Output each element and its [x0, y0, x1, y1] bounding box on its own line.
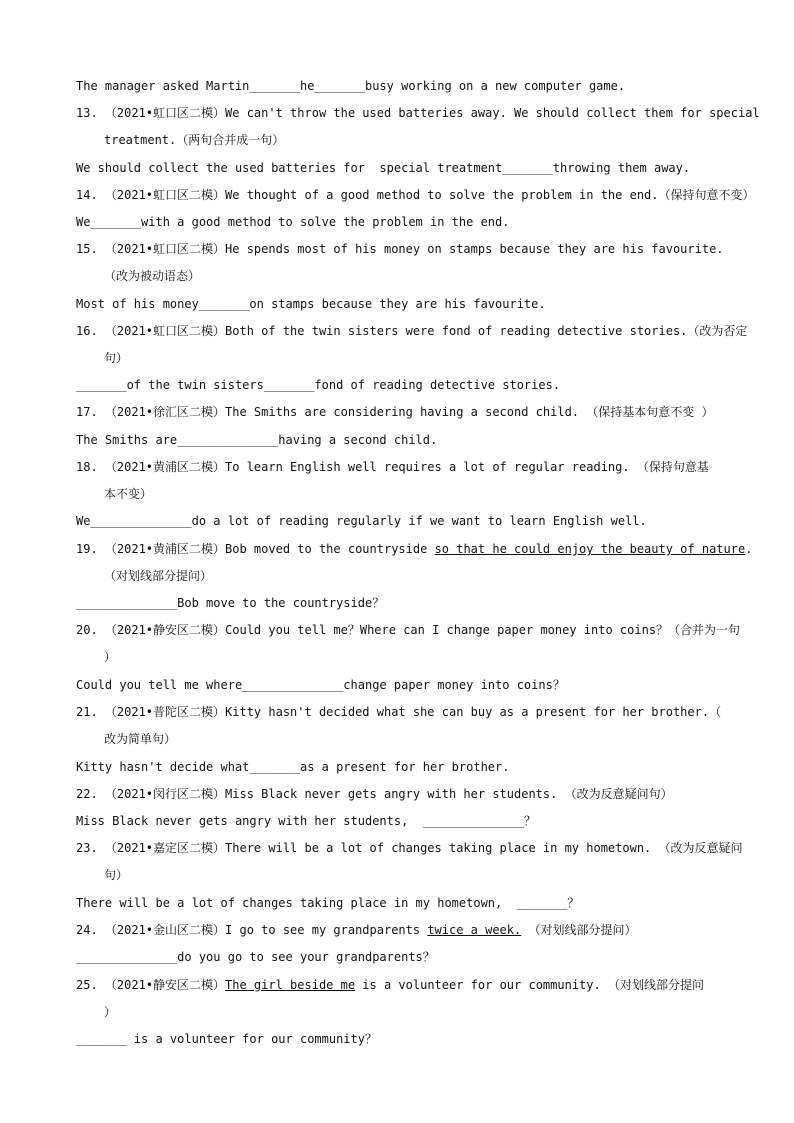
- answer-22: [76, 812, 724, 830]
- text: There will be a lot of changes taking place in my hometown, _______？: [76, 896, 580, 910]
- text: 15. （2021•虹口区二模）He spends most of his money on stamps because they are his favourite.: [76, 242, 724, 256]
- question-19: [76, 540, 753, 558]
- text: 17. （2021•徐汇区二模）The Smiths are considering having a second child. （保持基本句意不变 ）: [76, 405, 714, 419]
- question-13: [76, 104, 760, 122]
- question-17: [76, 403, 724, 421]
- text: Kitty hasn't decide what_______as a present for her brother.: [76, 760, 510, 774]
- question-18-instruction: [104, 485, 724, 503]
- answer-17: [76, 431, 724, 449]
- text: Miss Black never gets angry with her students, ______________？: [76, 814, 536, 828]
- question-21: [76, 703, 724, 721]
- text: is a volunteer for our community. （对划线部分提问: [355, 978, 704, 992]
- question-15: [76, 240, 724, 258]
- text: .: [745, 542, 753, 556]
- answer-19: [76, 594, 724, 612]
- answer-13: [76, 159, 724, 177]
- question-22: [76, 785, 724, 803]
- text: 24. （2021•金山区二模）I go to see my grandparents: [76, 923, 428, 937]
- text: 16. （2021•虹口区二模）Both of the twin sisters were fond of reading detective stories.（改为否定: [76, 324, 748, 338]
- line-answer-prev: [76, 77, 724, 95]
- text: （改为被动语态）: [104, 269, 201, 283]
- answer-25: [76, 1030, 724, 1048]
- text: 23. （2021•嘉定区二模）There will be a lot of changes taking place in my hometown. （改为反意疑问: [76, 841, 743, 855]
- text: 20. （2021•静安区二模）Could you tell me？Where can I change paper money into coins？（合并为一句: [76, 623, 741, 637]
- text: 14. （2021•虹口区二模）We thought of a good method to solve the problem in the end.（保持句意不变）: [76, 188, 755, 202]
- question-20-instruction: [104, 648, 724, 666]
- text: ______________do you go to see your grandparents？: [76, 950, 435, 964]
- answer-16: [76, 376, 724, 394]
- text: The Smiths are______________having a second child.: [76, 433, 438, 447]
- text: 句）: [104, 868, 129, 882]
- question-20: [76, 621, 741, 639]
- text: We should collect the used batteries for special treatment_______throwing them away.: [76, 161, 691, 175]
- underlined-phrase: The girl beside me: [225, 978, 356, 992]
- text: We______________do a lot of reading regularly if we want to learn English well.: [76, 514, 647, 528]
- question-19-instruction: [104, 567, 724, 585]
- question-16-instruction: [104, 349, 724, 367]
- answer-15: [76, 295, 724, 313]
- text: treatment.（两句合并成一句）: [104, 133, 285, 147]
- question-23-instruction: [104, 866, 724, 884]
- question-18: [76, 458, 724, 476]
- question-24: [76, 921, 724, 939]
- text: 25. （2021•静安区二模）: [76, 978, 226, 992]
- question-25-instruction: [104, 1003, 724, 1021]
- question-21-instruction: [104, 730, 724, 748]
- answer-24: [76, 948, 724, 966]
- answer-23: [76, 894, 724, 912]
- text: （对划线部分提问）: [104, 569, 213, 583]
- text: 19. （2021•黄浦区二模）Bob moved to the countryside: [76, 542, 435, 556]
- answer-21: [76, 758, 724, 776]
- text: The manager asked Martin_______he_______busy working on a new computer game.: [76, 79, 626, 93]
- underlined-phrase: twice a week.: [427, 923, 522, 937]
- text: 21. （2021•普陀区二模）Kitty hasn't decided what she can buy as a present for her brother.（: [76, 705, 722, 719]
- question-16: [76, 322, 748, 340]
- question-14: [76, 186, 755, 204]
- text: ）: [104, 650, 117, 664]
- text: 22. （2021•闵行区二模）Miss Black never gets angry with her students. （改为反意疑问句）: [76, 787, 673, 801]
- question-13-instruction: [104, 131, 724, 149]
- text: ）: [104, 1005, 117, 1019]
- text: 改为简单句）: [104, 732, 177, 746]
- text: ______________Bob move to the countryside？: [76, 596, 385, 610]
- question-23: [76, 839, 743, 857]
- answer-18: [76, 512, 724, 530]
- text: Could you tell me where______________change paper money into coins？: [76, 678, 565, 692]
- text: 本不变）: [104, 487, 153, 501]
- answer-20: [76, 676, 724, 694]
- text: _______ is a volunteer for our community？: [76, 1032, 377, 1046]
- text: _______of the twin sisters_______fond of reading detective stories.: [76, 378, 561, 392]
- underlined-phrase: so that he could enjoy the beauty of nature: [434, 542, 746, 556]
- text: 13. （2021•虹口区二模）We can't throw the used batteries away. We should collect them for special: [76, 106, 760, 120]
- text: We_______with a good method to solve the problem in the end.: [76, 215, 510, 229]
- text: 句）: [104, 351, 129, 365]
- text: Most of his money_______on stamps because they are his favourite.: [76, 297, 546, 311]
- question-15-instruction: [104, 267, 724, 285]
- answer-14: [76, 213, 724, 231]
- text: （对划线部分提问）: [521, 923, 637, 937]
- question-25: [76, 976, 724, 994]
- text: 18. （2021•黄浦区二模）To learn English well requires a lot of regular reading. （保持句意基: [76, 460, 709, 474]
